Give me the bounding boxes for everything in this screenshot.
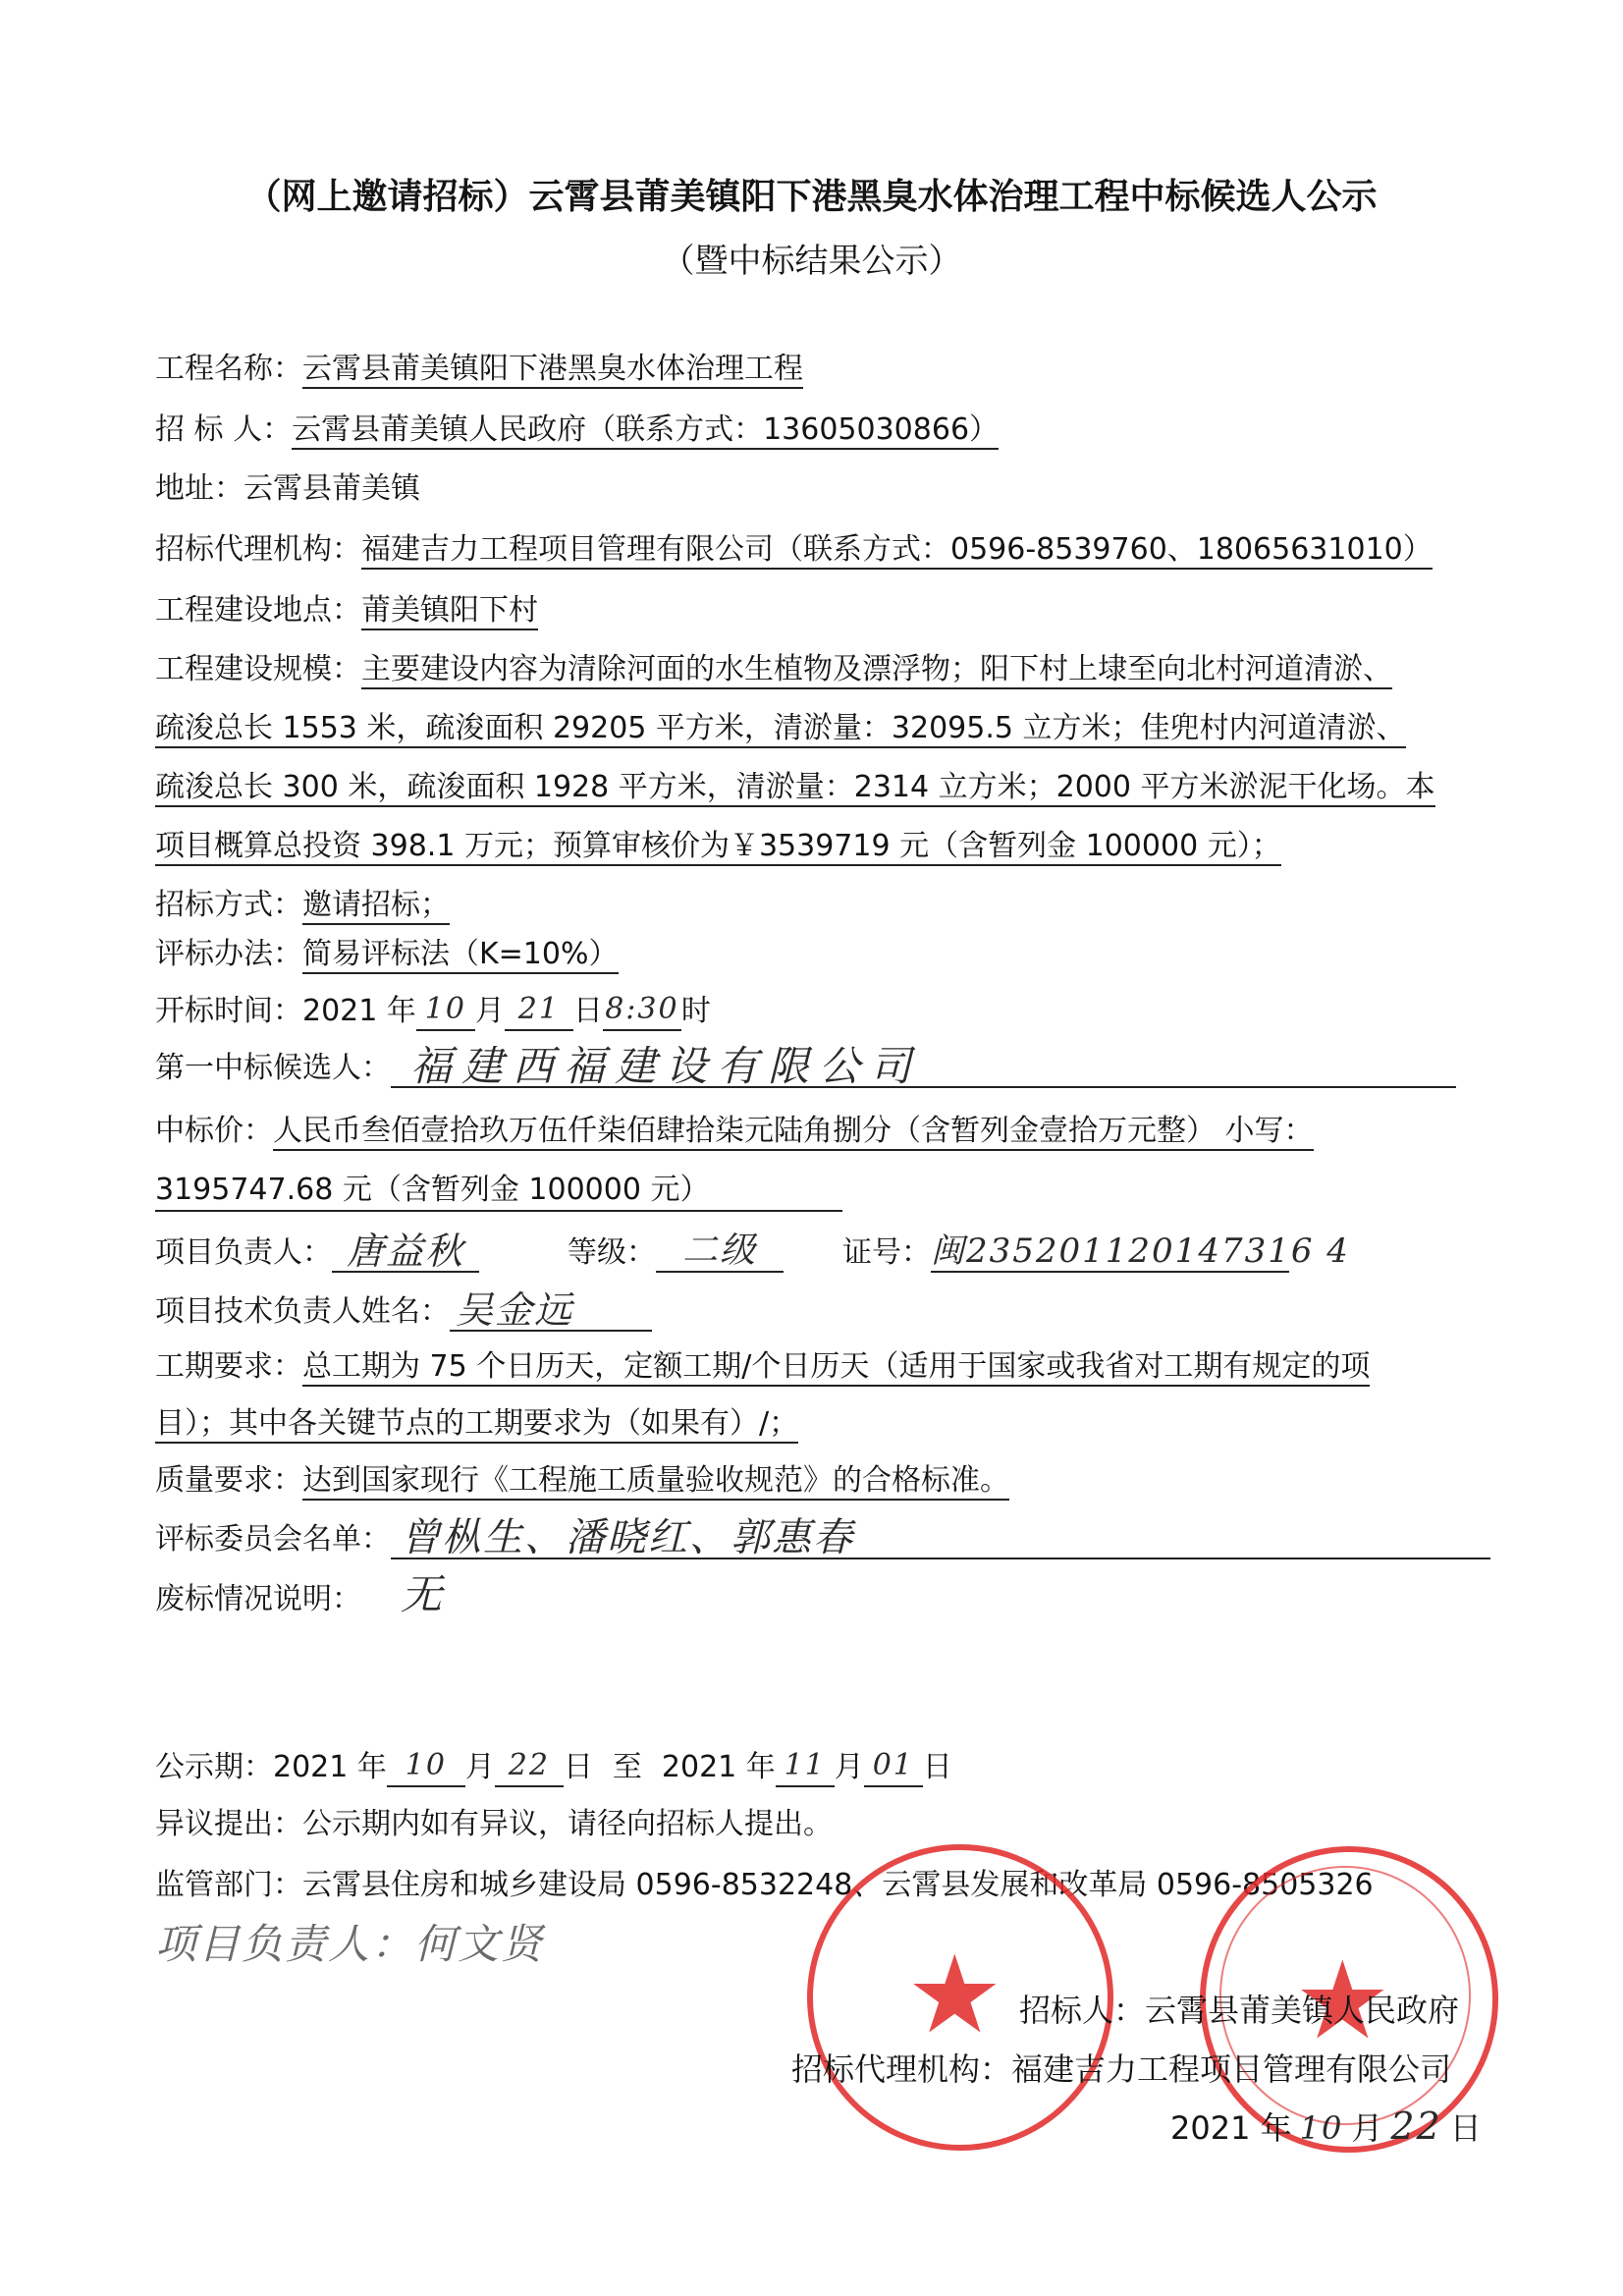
agency-seal-star-icon: ★ (1294, 1938, 1391, 2063)
publicity-end-month-unit: 月 (834, 1750, 864, 1784)
tech-lead-line (155, 1290, 652, 1332)
document-title: （网上邀请招标）云霄县莆美镇阳下港黑臭水体治理工程中标候选人公示 (245, 177, 1378, 217)
opening-day-unit: 日 (572, 994, 603, 1028)
address-value: 云霄县莆美镇 (243, 471, 420, 506)
tenderer-value: 云霄县莆美镇人民政府（联系方式：13605030866） (292, 412, 999, 450)
site-label: 工程建设地点： (155, 593, 361, 628)
scale-line-2 (155, 709, 1406, 748)
opening-time: 8:30 (603, 990, 681, 1031)
first-candidate-value: 福建西福建设有限公司 (391, 1047, 1456, 1088)
rejection-value: 无 (401, 1570, 445, 1618)
duration-text-2: 目）；其中各关键节点的工期要求为（如果有）/； (155, 1406, 798, 1444)
bid-price-label: 中标价： (155, 1114, 273, 1148)
committee-value: 曾枞生、潘晓红、郭惠春 (391, 1518, 1490, 1559)
site-value: 莆美镇阳下村 (361, 593, 538, 630)
signature-date-day: 22 (1390, 2105, 1442, 2148)
evaluation-value: 简易评标法（K=10%） (302, 937, 619, 974)
evaluation-label: 评标办法： (155, 937, 302, 971)
signature-date (1170, 2104, 1482, 2149)
committee-line (155, 1515, 1490, 1560)
handwritten-note: 项目负责人：何文贤 (155, 1920, 545, 1968)
bid-price-line-2 (155, 1171, 842, 1212)
method-label: 招标方式： (155, 888, 302, 922)
opening-day: 21 (505, 990, 573, 1031)
publicity-end-day: 01 (864, 1746, 923, 1787)
address-label: 地址： (155, 471, 243, 506)
project-name-value: 云霄县莆美镇阳下港黑臭水体治理工程 (302, 352, 803, 389)
first-candidate-label: 第一中标候选人： (155, 1051, 391, 1085)
committee-label: 评标委员会名单： (155, 1522, 391, 1557)
method-value: 邀请招标； (302, 888, 450, 925)
publicity-label: 公示期： (155, 1750, 273, 1784)
publicity-line (155, 1746, 952, 1787)
tenderer-label: 招 标 人： (155, 412, 293, 447)
scale-text-1: 主要建设内容为清除河面的水生植物及漂浮物；阳下村上埭至向北村河道清淤、 (361, 652, 1392, 689)
scale-line-3 (155, 768, 1435, 807)
manager-label: 项目负责人： (155, 1235, 332, 1270)
scale-text-4: 项目概算总投资 398.1 万元；预算审核价为￥3539719 元（含暂列金 100000 元）； (155, 829, 1281, 866)
site-line (155, 591, 538, 630)
signature-date-day-unit: 日 (1449, 2109, 1482, 2147)
publicity-end-day-unit: 日 (922, 1750, 952, 1784)
project-name-line (155, 350, 803, 389)
publicity-start-year: 2021 年 (273, 1750, 387, 1784)
publicity-to: 至 (612, 1750, 642, 1784)
evaluation-line (155, 935, 619, 974)
cert-label: 证号： (842, 1235, 931, 1270)
scale-line-4 (155, 827, 1281, 866)
signature-tenderer: 招标人：云霄县莆美镇人民政府 (1019, 1992, 1460, 2029)
agency-label: 招标代理机构： (155, 532, 361, 567)
supervision-line: 监管部门：云霄县住房和城乡建设局 0596-8532248、云霄县发展和改革局 0596-8505326 (155, 1868, 1374, 1902)
rejection-line (155, 1570, 445, 1619)
quality-line (155, 1461, 1009, 1501)
tech-lead-value: 吴金远 (450, 1290, 652, 1332)
document-subtitle: （暨中标结果公示） (661, 242, 962, 281)
publicity-start-day-unit: 日 (563, 1750, 593, 1784)
tenderer-seal-star-icon: ★ (906, 1932, 1003, 2057)
first-candidate-line (155, 1042, 1456, 1090)
bid-price-text-1: 人民币叁佰壹拾玖万伍仟柒佰肆拾柒元陆角捌分（含暂列金壹拾万元整） 小写： (273, 1114, 1314, 1151)
objection-line: 异议提出：公示期内如有异议，请径向招标人提出。 (155, 1807, 833, 1841)
scale-line-1 (155, 650, 1392, 689)
rejection-label: 废标情况说明： (155, 1582, 361, 1616)
agency-line (155, 530, 1433, 570)
address-line (155, 469, 420, 509)
signature-date-month: 10 (1299, 2109, 1344, 2147)
scale-text-3: 疏浚总长 300 米，疏浚面积 1928 平方米，清淤量：2314 立方米；2000 平方米淤泥干化场。本 (155, 770, 1435, 807)
publicity-start-month: 10 (387, 1746, 465, 1787)
bid-price-text-2: 3195747.68 元（含暂列金 100000 元） (155, 1171, 842, 1212)
signature-date-year: 2021 年 (1170, 2109, 1292, 2147)
duration-line-2 (155, 1404, 798, 1444)
opening-year: 2021 年 (302, 994, 416, 1028)
signature-agency: 招标代理机构：福建吉力工程项目管理有限公司 (791, 2050, 1452, 2088)
project-name-label: 工程名称： (155, 352, 302, 386)
scale-text-2: 疏浚总长 1553 米，疏浚面积 29205 平方米，清淤量：32095.5 立方米；佳兜村内河道清淤、 (155, 711, 1406, 748)
opening-hour-unit: 时 (680, 994, 711, 1028)
publicity-end-year: 2021 年 (661, 1750, 776, 1784)
grade-value: 二级 (656, 1231, 784, 1273)
publicity-end-month: 11 (776, 1746, 835, 1787)
opening-month-unit: 月 (474, 994, 505, 1028)
agency-value: 福建吉力工程项目管理有限公司（联系方式：0596-8539760、18065631010） (361, 532, 1433, 570)
duration-text-1: 总工期为 75 个日历天，定额工期/个日历天（适用于国家或我省对工期有规定的项 (302, 1349, 1370, 1387)
cert-value: 闽235201120147316 4 (931, 1231, 1350, 1271)
opening-month: 10 (416, 990, 475, 1031)
signature-date-month-unit: 月 (1351, 2109, 1383, 2147)
grade-label: 等级： (568, 1235, 656, 1270)
opening-time-line (155, 990, 711, 1031)
bid-price-line-1 (155, 1112, 1314, 1151)
quality-label: 质量要求： (155, 1463, 302, 1498)
tech-lead-label: 项目技术负责人姓名： (155, 1294, 450, 1329)
duration-line-1 (155, 1347, 1370, 1387)
scale-label: 工程建设规模： (155, 652, 361, 686)
tenderer-line (155, 410, 999, 450)
quality-value: 达到国家现行《工程施工质量验收规范》的合格标准。 (302, 1463, 1009, 1501)
publicity-start-day: 22 (495, 1746, 564, 1787)
method-line (155, 886, 450, 925)
publicity-start-month-unit: 月 (464, 1750, 495, 1784)
opening-label: 开标时间： (155, 994, 302, 1028)
manager-value: 唐益秋 (332, 1231, 479, 1273)
duration-label: 工期要求： (155, 1349, 302, 1384)
manager-line (155, 1230, 1350, 1273)
